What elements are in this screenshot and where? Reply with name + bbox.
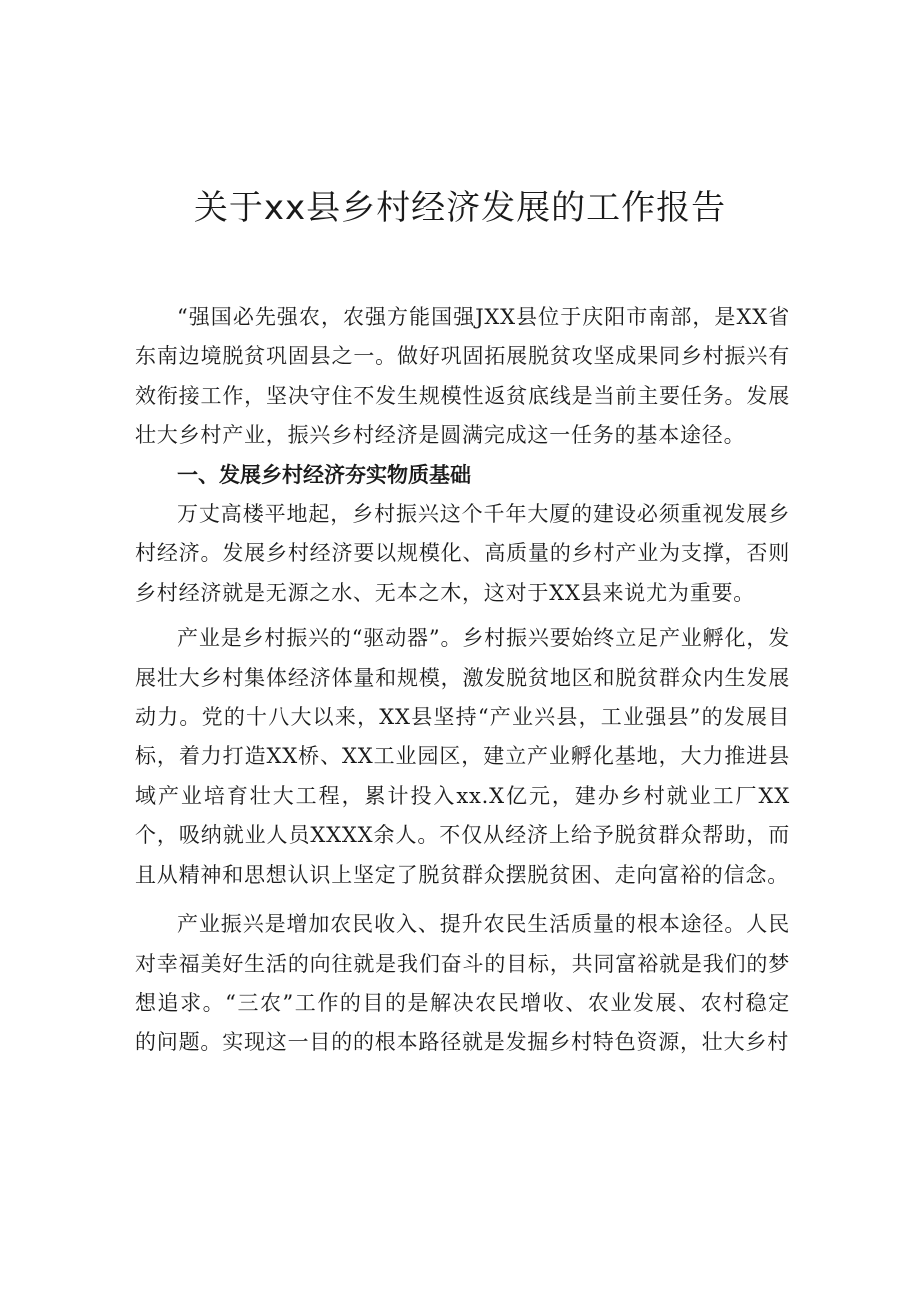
- section-heading: 一、发展乡村经济夯实物质基础: [177, 462, 471, 487]
- paragraph-1: 万丈高楼平地起，乡村振兴这个千年大厦的建设必须重视发展乡村经济。发展乡村经济要以规模化、高质量的乡村产业为支撑，否则乡村经济就是无源之水、无本之木，这对于XX县来说尤为重要。: [135, 502, 790, 605]
- intro-paragraph: “强国必先强农，农强方能国强JXX县位于庆阳市南部，是XX省东南边境脱贫巩固县之一。做好巩固拓展脱贫攻坚成果同乡村振兴有效衔接工作，坚决守住不发生规模性返贫底线是当前主要任务。发展壮大乡村产业，振兴乡村经济是圆满完成这一任务的基本途径。: [135, 305, 790, 448]
- paragraph-2: 产业是乡村振兴的“驱动器”。乡村振兴要始终立足产业孵化，发展壮大乡村集体经济体量和规模，激发脱贫地区和脱贫群众内生发展动力。党的十八大以来，XX县坚持“产业兴县，工业强县”的发展目标，着力打造XX桥、XX工业园区，建立产业孵化基地，大力推进县域产业培育壮大工程，累计投入xx.X亿元，建办乡村就业工厂XX个，吸纳就业人员XXXX余人。不仅从经济上给予脱贫群众帮助，而且从精神和思想认识上坚定了脱贫群众摆脱贫困、走向富裕的信念。: [135, 626, 790, 887]
- document-body: [135, 298, 790, 1063]
- paragraph-3: 产业振兴是增加农民收入、提升农民生活质量的根本途径。人民对幸福美好生活的向往就是我们奋斗的目标，共同富裕就是我们的梦想追求。“三农”工作的目的是解决农民增收、农业发展、农村稳定的问题。实现这一目的的根本路径就是发掘乡村特色资源，壮大乡村: [135, 912, 790, 1055]
- document-title: 关于xx县乡村经济发展的工作报告: [193, 188, 727, 228]
